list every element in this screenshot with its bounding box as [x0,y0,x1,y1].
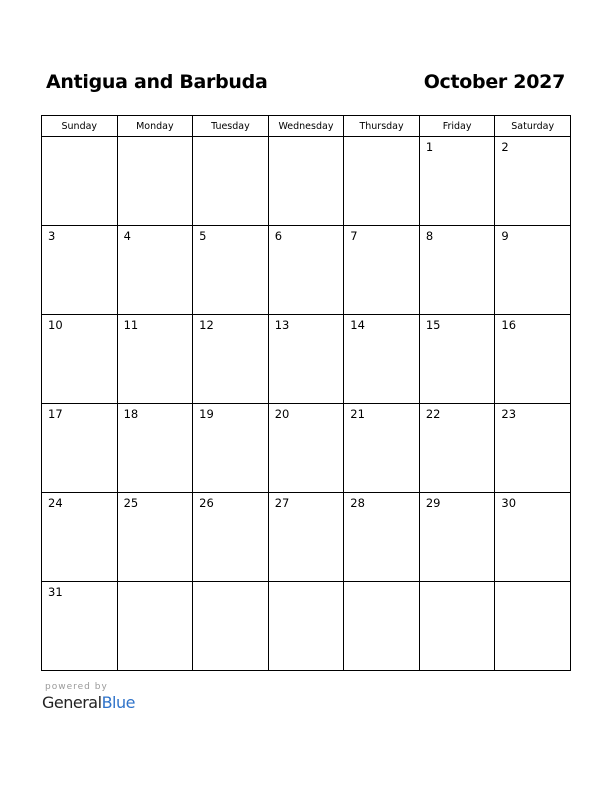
day-cell [344,582,420,671]
day-number: 4 [123,229,131,243]
day-number: 28 [350,496,365,510]
week-row [42,493,571,582]
day-number [344,137,419,140]
day-cell [268,226,344,315]
day-cell [268,493,344,582]
weekday-tuesday: Tuesday [193,116,269,137]
day-number: 25 [123,496,139,510]
day-cell [193,137,269,226]
day-cell [419,493,495,582]
day-number: 5 [199,229,207,243]
week-row [42,315,571,404]
day-cell [117,226,193,315]
day-number: 14 [350,318,365,332]
day-cell [495,582,571,671]
day-cell [268,582,344,671]
weekday-saturday: Saturday [495,116,571,137]
weekday-friday: Friday [419,116,495,137]
day-number: 8 [425,229,434,243]
day-cell [495,226,571,315]
day-number [495,582,570,585]
logo-general-text: General [42,693,102,712]
day-number: 10 [48,318,63,332]
day-cell [268,315,344,404]
month-title: October 2027 [423,71,565,93]
week-row [42,137,571,226]
day-number: 24 [48,496,63,510]
day-number: 15 [425,318,441,332]
day-cell [42,582,118,671]
weekday-header-row [42,116,571,137]
day-cell [344,226,420,315]
day-cell [42,226,118,315]
logo-blue-text: Blue [101,693,135,712]
day-cell [344,315,420,404]
country-title: Antigua and Barbuda [46,71,268,93]
day-cell [419,404,495,493]
day-number [193,137,268,140]
day-cell [42,315,118,404]
day-number [118,582,193,585]
day-cell [268,404,344,493]
day-number [420,582,495,585]
day-cell [193,582,269,671]
day-cell [193,315,269,404]
day-number: 7 [350,229,358,243]
day-cell [42,493,118,582]
day-number: 22 [425,407,441,421]
day-cell [495,404,571,493]
day-cell [193,493,269,582]
day-number: 18 [123,407,139,421]
powered-by-label: powered by [45,682,108,692]
day-number [42,137,117,140]
day-number: 6 [274,229,283,243]
week-row [42,582,571,671]
day-cell [117,404,193,493]
day-number: 9 [501,229,509,243]
day-number: 16 [501,318,517,332]
day-cell [495,315,571,404]
day-number: 20 [274,407,290,421]
day-number: 2 [501,140,509,154]
day-cell [117,582,193,671]
day-number: 29 [425,496,441,510]
day-number: 21 [350,407,365,421]
generalblue-logo[interactable] [42,693,135,712]
day-number: 11 [123,318,139,332]
day-cell [495,493,571,582]
day-cell [495,137,571,226]
day-number [118,137,193,140]
day-number: 1 [425,140,434,154]
day-number: 27 [274,496,290,510]
day-number [193,582,268,585]
day-cell [42,137,118,226]
day-number: 3 [48,229,56,243]
weekday-monday: Monday [117,116,193,137]
day-cell [42,404,118,493]
day-number: 31 [48,585,63,599]
weekday-thursday: Thursday [344,116,420,137]
day-cell [193,226,269,315]
day-number: 26 [199,496,214,510]
day-cell [117,315,193,404]
week-row [42,404,571,493]
weekday-wednesday: Wednesday [268,116,344,137]
weekday-sunday: Sunday [42,116,118,137]
day-number [269,137,344,140]
day-number: 17 [48,407,63,421]
day-cell [419,315,495,404]
day-number: 30 [501,496,517,510]
day-cell [419,226,495,315]
day-cell [193,404,269,493]
day-number: 19 [199,407,214,421]
day-number [269,582,344,585]
day-cell [419,582,495,671]
calendar-grid [41,115,571,671]
day-number [344,582,419,585]
day-cell [268,137,344,226]
day-number: 12 [199,318,214,332]
day-cell [419,137,495,226]
day-cell [344,404,420,493]
day-cell [344,137,420,226]
day-cell [344,493,420,582]
day-number: 23 [501,407,517,421]
day-cell [117,493,193,582]
day-cell [117,137,193,226]
day-number: 13 [274,318,290,332]
week-row [42,226,571,315]
